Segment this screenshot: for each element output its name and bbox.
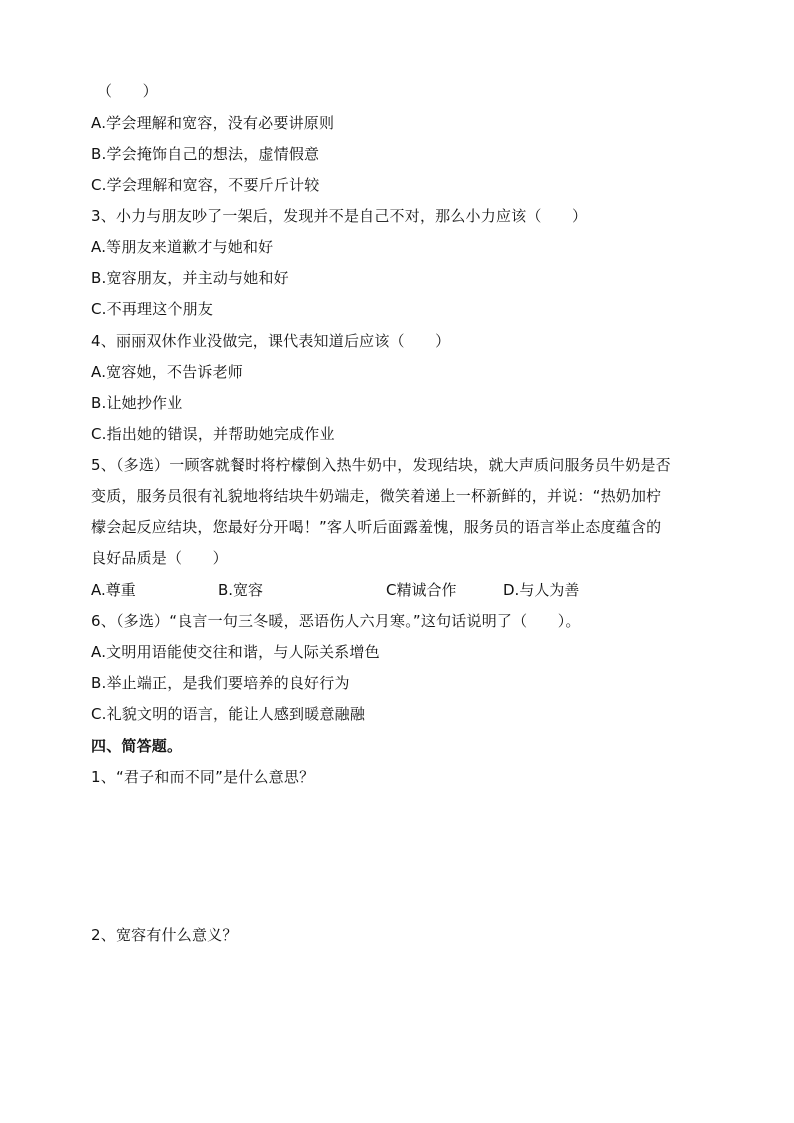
answer-blank-q2: （ ）: [97, 82, 158, 100]
q4-option-b: B.让她抄作业: [91, 394, 183, 412]
question-4: 4、丽丽双休作业没做完，课代表知道后应该（ ）: [91, 332, 451, 350]
question-5-line-1: 5、（多选）一顾客就餐时将柠檬倒入热牛奶中，发现结块，就大声质问服务员牛奶是否: [91, 456, 671, 474]
q3-option-b: B.宽容朋友，并主动与她和好: [91, 269, 289, 287]
q6-option-b: B.举止端正，是我们要培养的良好行为: [91, 674, 350, 692]
q2-option-b: B.学会掩饰自己的想法，虚情假意: [91, 145, 320, 163]
question-5-line-2: 变质，服务员很有礼貌地将结块牛奶端走，微笑着递上一杯新鲜的，并说：“热奶加柠: [91, 487, 662, 505]
q4-option-a: A.宽容她，不告诉老师: [91, 363, 243, 381]
q2-option-c: C.学会理解和宽容，不要斤斤计较: [91, 176, 320, 194]
question-6: 6、（多选）“良言一句三冬暖，恶语伤人六月寒。”这句话说明了（ ）。: [91, 612, 581, 630]
q5-option-c: C精诚合作: [386, 581, 457, 599]
q5-option-a: A.尊重: [91, 581, 136, 599]
q2-option-a: A.学会理解和宽容，没有必要讲原则: [91, 114, 335, 132]
q3-option-a: A.等朋友来道歉才与她和好: [91, 238, 274, 256]
short-answer-question-1: 1、“君子和而不同”是什么意思？: [91, 768, 315, 786]
q3-option-c: C.不再理这个朋友: [91, 300, 214, 318]
q5-option-b: B.宽容: [218, 581, 264, 599]
q4-option-c: C.指出她的错误，并帮助她完成作业: [91, 425, 335, 443]
question-3: 3、小力与朋友吵了一架后，发现并不是自己不对，那么小力应该（ ）: [91, 207, 588, 225]
q5-option-d: D.与人为善: [503, 581, 580, 599]
short-answer-question-2: 2、宽容有什么意义？: [91, 926, 238, 944]
section-heading-short-answer: 四、简答题。: [91, 737, 183, 755]
q6-option-a: A.文明用语能使交往和谐，与人际关系增色: [91, 643, 380, 661]
q6-option-c: C.礼貌文明的语言，能让人感到暖意融融: [91, 705, 366, 723]
question-5-line-4: 良好品质是（ ）: [91, 549, 228, 567]
question-5-line-3: 檬会起反应结块，您最好分开喝！”客人听后面露羞愧，服务员的语言举止态度蕴含的: [91, 518, 662, 536]
